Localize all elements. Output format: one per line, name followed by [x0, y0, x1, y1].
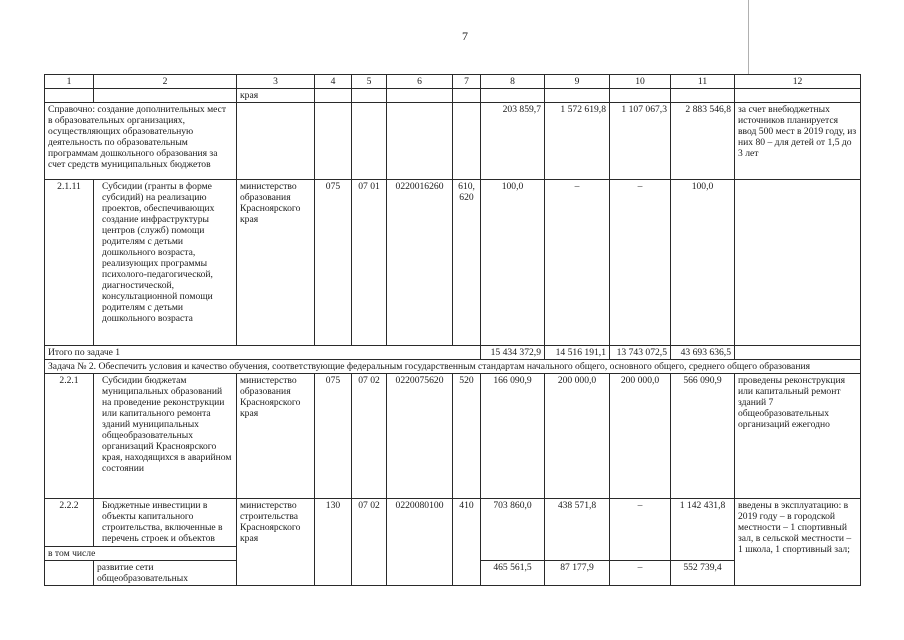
task-heading: Задача № 2. Обеспечить условия и качество обучения, соответствующие федеральным государственным стандартам начального общего, основного общего, среднего общего образования — [45, 360, 861, 374]
measure-name: Бюджетные инвестиции в объекты капитального строительства, включенные в перечень строек и объектов — [94, 499, 237, 547]
result-cell: введены в эксплуатацию: в 2019 году – в городской местности – 1 спортивный зал, в сельской местности – 1 школа, 1 спортивный зал; — [735, 499, 861, 586]
measure-name: развитие сети общеобразовательных — [94, 561, 237, 586]
col-header: 6 — [387, 75, 453, 89]
table-cell: 2 883 546,8 — [671, 103, 735, 180]
table-row — [45, 180, 861, 346]
table-row — [45, 374, 861, 499]
col-header: 7 — [453, 75, 481, 89]
col-header: 12 — [735, 75, 861, 89]
col-header: 8 — [481, 75, 545, 89]
table-cell: 200 000,0 — [610, 374, 671, 499]
table-cell: – — [610, 180, 671, 346]
col-header: 11 — [671, 75, 735, 89]
including-label: в том числе — [45, 547, 237, 561]
table-cell: 1 107 067,3 — [610, 103, 671, 180]
table-cell: 200 000,0 — [545, 374, 610, 499]
col-header: 1 — [45, 75, 94, 89]
col-header: 4 — [315, 75, 352, 89]
table-cell: 07 02 — [352, 374, 387, 499]
row-number: 2.1.11 — [45, 180, 94, 346]
grbs-cell: министерство образования Красноярского края — [237, 180, 315, 346]
col-header: 3 — [237, 75, 315, 89]
table-cell: 100,0 — [481, 180, 545, 346]
table-cell: 07 02 — [352, 499, 387, 586]
table-cell: 13 743 072,5 — [610, 346, 671, 360]
measure-name: Субсидии (гранты в форме субсидий) на реализацию проектов, обеспечивающих создание инфраструктуры центров (служб) помощи родителям с детьми дошкольного возраста, реализующих программы психолого-педагогической, диагностической, консультационной помощи родителям с детьми дошкольного возраста — [94, 180, 237, 346]
table-cell: 100,0 — [671, 180, 735, 346]
row-number: 2.2.1 — [45, 374, 94, 499]
total-label: Итого по задаче 1 — [45, 346, 481, 360]
row-number: 2.2.2 — [45, 499, 94, 547]
table-cell: 1 142 431,8 — [671, 499, 735, 561]
result-cell: проведены реконструкция или капитальный ремонт зданий 7 общеобразовательных организаций ежегодно — [735, 374, 861, 499]
table-cell: 166 090,9 — [481, 374, 545, 499]
table-cell: 203 859,7 — [481, 103, 545, 180]
reference-label: Справочно: создание дополнительных мест в образовательных организациях, осуществляющих образовательную деятельность по образовательным программам дошкольного образования за счет средств муниципальных бюджетов — [45, 103, 237, 180]
table-cell: 87 177,9 — [545, 561, 610, 586]
task-row — [45, 360, 861, 374]
table-cell: 465 561,5 — [481, 561, 545, 586]
binder-line — [748, 0, 749, 74]
table-cell: 07 01 — [352, 180, 387, 346]
table-cell: 14 516 191,1 — [545, 346, 610, 360]
col-header: 9 — [545, 75, 610, 89]
col-header: 5 — [352, 75, 387, 89]
table-cell: 075 — [315, 374, 352, 499]
col-header: 2 — [94, 75, 237, 89]
table-cell: 0220075620 — [387, 374, 453, 499]
table-cell: 610, 620 — [453, 180, 481, 346]
table-cell: 0220080100 — [387, 499, 453, 586]
table-cell: – — [610, 499, 671, 561]
col-header: 10 — [610, 75, 671, 89]
result-cell: за счет внебюджетных источников планируется ввод 500 мест в 2019 году, из них 80 – для детей от 1,5 до 3 лет — [735, 103, 861, 180]
column-header-row — [45, 75, 861, 89]
table-cell: 566 090,9 — [671, 374, 735, 499]
table-cell: 520 — [453, 374, 481, 499]
table-cell: 130 — [315, 499, 352, 586]
table-cell: – — [545, 180, 610, 346]
budget-table — [44, 74, 861, 586]
table-cell: 43 693 636,5 — [671, 346, 735, 360]
table-cell: 703 860,0 — [481, 499, 545, 561]
table-row — [45, 89, 861, 103]
page-number: 7 — [462, 29, 468, 43]
table-cell: 410 — [453, 499, 481, 586]
total-row — [45, 346, 861, 360]
grbs-cell: министерство строительства Красноярского края — [237, 499, 315, 586]
table-cell: края — [237, 89, 315, 103]
table-row — [45, 499, 861, 547]
grbs-cell: министерство образования Красноярского края — [237, 374, 315, 499]
table-cell: 075 — [315, 180, 352, 346]
table-cell: 15 434 372,9 — [481, 346, 545, 360]
measure-name: Субсидии бюджетам муниципальных образований на проведение реконструкции или капитального ремонта зданий муниципальных общеобразовательных организаций Красноярского края, находящихся в аварийном состоянии — [94, 374, 237, 499]
table-cell: 1 572 619,8 — [545, 103, 610, 180]
table-cell: 552 739,4 — [671, 561, 735, 586]
table-cell: 0220016260 — [387, 180, 453, 346]
result-cell — [735, 180, 861, 346]
table-cell: – — [610, 561, 671, 586]
table-cell: 438 571,8 — [545, 499, 610, 561]
table-row — [45, 103, 861, 180]
